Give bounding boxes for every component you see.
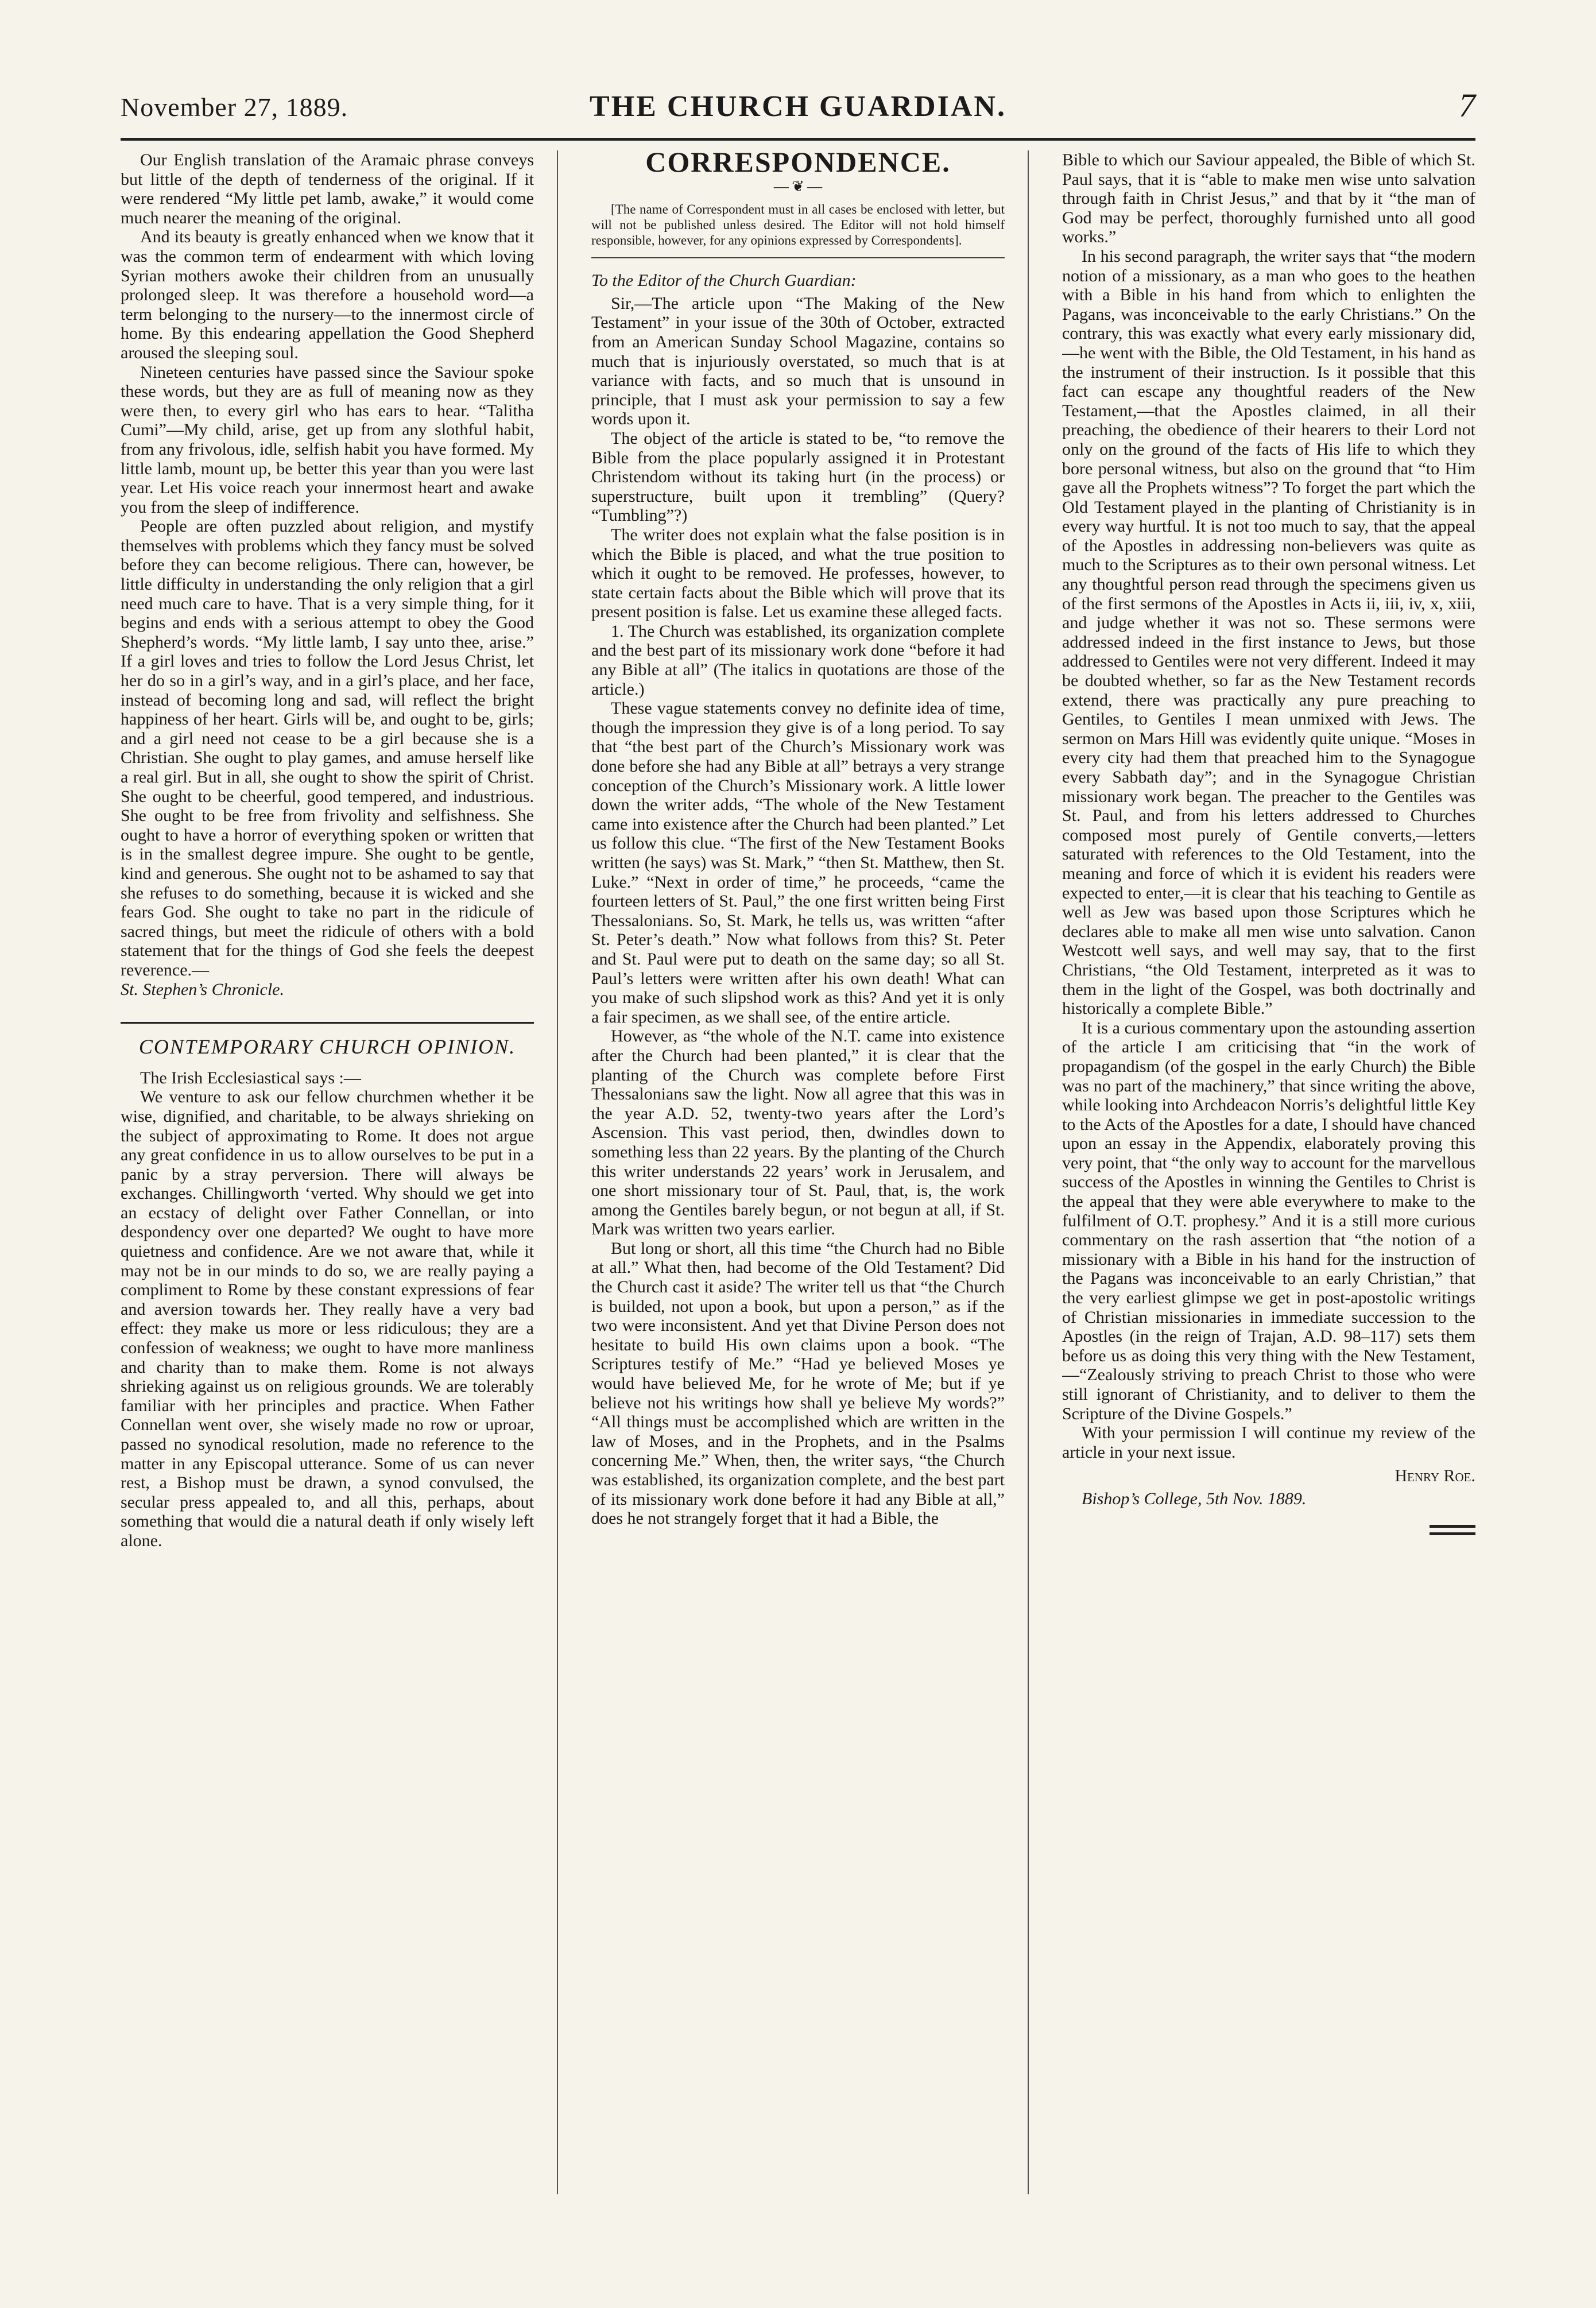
letter-paragraph: In his second paragraph, the writer says that “the modern notion of a missionary, as a man who goes to the heathen with a Bible in his hand from which to enlighten the Pagans, was inconceivable to the early Christians.” On the contrary, this was exactly what every early missionary did,—he went with the Bible, the Old Testament, in his hand as the instrument of their instruction. Is it possible that this fact can escape any thoughtful readers of the New Testament,—that the Apostles claimed, in all their preaching, the obedience of their hearers to their Lord not only on the ground of the facts of His life to which they bore personal witness, but also on the ground that “to Him gave all the Prophets witness”? To forget the part which the Old Testament played in the planting of Christianity is in every way hurtful. It is not too much to say, that the appeal of the Apostles in addressing non-believers was quite as much to the Scriptures as to their own personal witness. Let any thoughtful person read through the specimens given us of the first sermons of the Apostles in Acts ii, iii, iv, x, xiii, and judge whether it was not so. These sermons were addressed indeed in the first instance to Jews, but those addressed to Gentiles were not very different. Indeed it may be doubted whether, so far as the New Testament records extend, there was practically any pure preaching to Gentiles, to Gentiles I mean unmixed with Jews. The sermon on Mars Hill was evidently quite unique. “Moses in every city had them that preached him to the Synagogue every Sabbath day”; and in the Synagogue Christian missionary work began. The preacher to the Gentiles was St. Paul, and from his letters addressed to Churches composed most purely of Gentile converts,—letters saturated with references to the Old Testament, into the meaning and force of which it is evident his readers were expected to enter,—it is clear that his teaching to Gentile as well as Jew was based upon those Scriptures which he declares able to make all men wise unto salvation. Canon Westcott well says, and well may say, that to the first Christians, “the Old Testament, interpreted as it was to them in the light of the Gospel, was both doctrinally and historically a complete Bible.” <box>1062 246 1475 1019</box>
column-3 <box>1062 150 1475 2229</box>
letter-salutation: To the Editor of the Church Guardian: <box>591 271 857 291</box>
letter-paragraph: Sir,—The article upon “The Making of the New Testament” in your issue of the 30th of October, extracted from an American Sunday School Magazine, contains so much that is injuriously overstated, so much that is at variance with facts, and so much that is unsound in principle, that I must ask your permission to say a few words upon it. <box>591 293 1005 429</box>
correspondence-heading: CORRESPONDENCE. <box>645 150 951 178</box>
letter-paragraph: These vague statements convey no definite idea of time, though the impression they give is of a long period. To say that “the best part of the Church’s Missionary work was done before she had any Bible at all” betrays a very strange conception of the Church’s Missionary work. A little lower down the writer adds, “The whole of the New Testament came into existence after the Church had been planted.” Let us follow this clue. “The first of the New Testament Books written (he says) was St. Mark,” “then St. Matthew, then St. Luke.” “Next in order of time,” he proceeds, “came the fourteen letters of St. Paul,” the one first written being First Thessalonians. So, St. Mark, he tells us, was written “after St. Peter’s death.” Now what follows from this? St. Peter and St. Paul were put to death on the same day; so all St. Paul’s letters were written after his own death! What can you make of such slipshod work as this? And yet it is only a fair specimen, as we shall see, of the entire article. <box>591 699 1005 1027</box>
section-intro: The Irish Ecclesiastical says :— <box>140 1068 361 1087</box>
section-heading: CONTEMPORARY CHURCH OPINION. <box>121 1022 534 1057</box>
page-number: 7 <box>1459 87 1475 124</box>
article-paragraph: We venture to ask our fellow churchmen whether it be wise, dignified, and charitable, to be always shrieking on the subject of approximating to Rome. It does not argue any great confidence in us to allow ourselves to be put in a panic by a stray perversion. There will always be exchanges. Chillingworth ‘verted. Why should we get into an ecstacy of delight over Father Connellan, or into despondency over one departed? We ought to have more quietness and confidence. Are we not aware that, while it may not be in our minds to do so, we are really paying a compliment to Rome by these constant expressions of fear and aversion towards her. They really have a very bad effect: they make us more or less ridiculous; they are a confession of weakness; we ought to have more manliness and charity than to make them. Rome is not always shrieking against us on religious grounds. We are tolerably familiar with her principles and practice. When Father Connellan went over, she wisely made no row or uproar, passed no synodical resolution, made no reference to the matter in any Episcopal utterance. Some of us can never rest, a Bishop must be drawn, a synod convulsed, the secular press appealed to, and all this, perhaps, about something that would die a natural death if only wisely left alone. <box>121 1087 534 1550</box>
newspaper-title: THE CHURCH GUARDIAN. <box>590 90 1006 123</box>
editorial-notice: [The name of Correspondent must in all cases be enclosed with letter, but will not be published unless desired. The Editor will not hold himself responsible, however, for any opinions expressed by Correspondents]. <box>591 202 1005 258</box>
masthead <box>121 86 1475 141</box>
letter-paragraph: Bible to which our Saviour appealed, the Bible of which St. Paul says, that it is “able to make men wise unto salvation through faith in Christ Jesus,” and that by it “the man of God may be perfect, thoroughly furnished unto all good works.” <box>1062 150 1475 247</box>
letter-paragraph: With your permission I will continue my review of the article in your next issue. <box>1062 1423 1475 1462</box>
ornament-icon: — ❦ — <box>773 177 823 195</box>
letter-paragraph: 1. The Church was established, its organization complete and the best part of its missionary work done “before it had any Bible at all” (The italics in quotations are those of the article.) <box>591 621 1005 699</box>
letter-paragraph: However, as “the whole of the N.T. came into existence after the Church had been planted,” it is clear that the planting of the Church was complete before First Thessalonians saw the light. Now all agree that this was in the year A.D. 52, twenty-two years after the Lord’s Ascension. This vast period, then, dwindles down to something less than 22 years. By the planting of the Church this writer understands 22 years’ work in Jerusalem, and one short missionary tour of St. Paul, that, is, the work among the Gentiles barely begun, or not begun at all, if St. Mark was written two years earlier. <box>591 1027 1005 1239</box>
article-paragraph: Nineteen centuries have passed since the Saviour spoke these words, but they are as full of meaning now as they were then, to every girl who has ears to hear. “Talitha Cumi”—My child, arise, get up from any slothful habit, from any frivolous, idle, selfish habit you have formed. My little lamb, mount up, be better this year than you were last year. Let His voice reach your innermost heart and awake you from the sleep of indifference. <box>121 362 534 517</box>
letter-paragraph: But long or short, all this time “the Church had no Bible at all.” What then, had become of the Old Testament? Did the Church cast it aside? The writer tell us that “the Church is builded, not upon a book, but upon a person,” as if the two were inconsistent. And yet that Divine Person does not hesitate to build His own claims upon a book. “The Scriptures testify of Me.” “Had ye believed Moses ye would have believed Me, for he wrote of Me; but if ye believe not his writings how shall ye believe My words?” “All things must be accomplished which are written in the law of Moses, and in the Prophets, and in the Psalms concerning Me.” When, then, the writer says, “the Church was established, its organization complete, and the best part of its missionary work done before it had any Bible at all,” does he not strangely forget that it had a Bible, the <box>591 1238 1005 1528</box>
column-rule <box>557 150 558 2194</box>
letter-dateline: Bishop’s College, 5th Nov. 1889. <box>1082 1489 1307 1508</box>
letter-paragraph: The writer does not explain what the false position is in which the Bible is placed, and what the true position to which it ought to be removed. He professes, however, to state certain facts about the Bible which will prove that its present position is false. Let us examine these alleged facts. <box>591 525 1005 622</box>
letter-signature: Henry Roe. <box>1394 1466 1475 1486</box>
article-paragraph: Our English translation of the Aramaic phrase conveys but little of the depth of tenderness of the original. If it were rendered “My little pet lamb, awake,” it would come much nearer the meaning of the original. <box>121 150 534 227</box>
column-1 <box>121 150 534 2229</box>
column-rule <box>1028 150 1029 2194</box>
end-rule <box>1062 1520 1475 1540</box>
issue-date: November 27, 1889. <box>121 92 348 122</box>
letter-paragraph: The object of the article is stated to be, “to remove the Bible from the place popularly assigned it in Protestant Christendom without its taking hurt (in the process) or superstructure, built upon it trembling” (Query? “Tumbling”?) <box>591 428 1005 525</box>
article-paragraph: People are often puzzled about religion, and mystify themselves with problems which they fancy must be solved before they can become religious. There can, however, be little difficulty in understanding the only religion that a girl need much care to have. That is a very simple thing, for it begins and ends with a serious attempt to obey the Good Shepherd’s words. “My little lamb, I say unto thee, arise.” If a girl loves and tries to follow the Lord Jesus Christ, let her do so in a girl’s way, and in a girl’s place, and her face, instead of becoming long and sad, will reflect the bright happiness of her heart. Girls will be, and ought to be, girls; and a girl need not cease to be a girl because she is a Christian. She ought to play games, and amuse herself like a real girl. But in all, she ought to show the spirit of Christ. She ought to be cheerful, good tempered, and industrious. She ought to be free from frivolity and selfishness. She ought to have a horror of everything spoken or written that is in the smallest degree impure. She ought to be gentle, kind and generous. She ought not to be ashamed to say that she refuses to do something, because it is wicked and she fears God. She ought to take no part in the ridicule of sacred things, but meet the ridicule of others with a bold statement that for the things of God she feels the deepest reverence.— <box>121 517 534 979</box>
article-paragraph: And its beauty is greatly enhanced when we know that it was the common term of endearment with which loving Syrian mothers awoke their children from an unusually prolonged sleep. It was therefore a household word—a term belonging to the nursery—to the innermost circle of home. By this endearing appellation the Good Shepherd aroused the sleeping soul. <box>121 227 534 362</box>
letter-paragraph: It is a curious commentary upon the astounding assertion of the article I am criticising that “in the work of propagandism (of the gospel in the early Church) the Bible was no part of the machinery,” that since writing the above, while looking into Archdeacon Norris’s delightful little Key to the Acts of the Apostles for a date, I should have chanced upon an essay in the Appendix, elaborately proving this very point, that “the only way to account for the marvellous success of the Apostles in winning the Gentiles to Christ is the appeal that they were able everywhere to make to the fulfilment of O.T. prophesy.” And it is a still more curious commentary on the rash assertion that “the notion of a missionary with a Bible in his hand for the instruction of the Pagans was inconceivable to an early Christian,” that the very earliest glimpse we get in post-apostolic writings of Christian missionaries in immediate succession to the Apostles (in the reign of Trajan, A.D. 98–117) sets them before us as doing this very thing with the New Testament, —“Zealously striving to preach Christ to those who were still ignorant of Christianity, and to deliver to them the Scripture of the Divine Gospels.” <box>1062 1018 1475 1423</box>
article-source: St. Stephen’s Chronicle. <box>121 979 284 999</box>
column-2 <box>591 150 1005 2229</box>
